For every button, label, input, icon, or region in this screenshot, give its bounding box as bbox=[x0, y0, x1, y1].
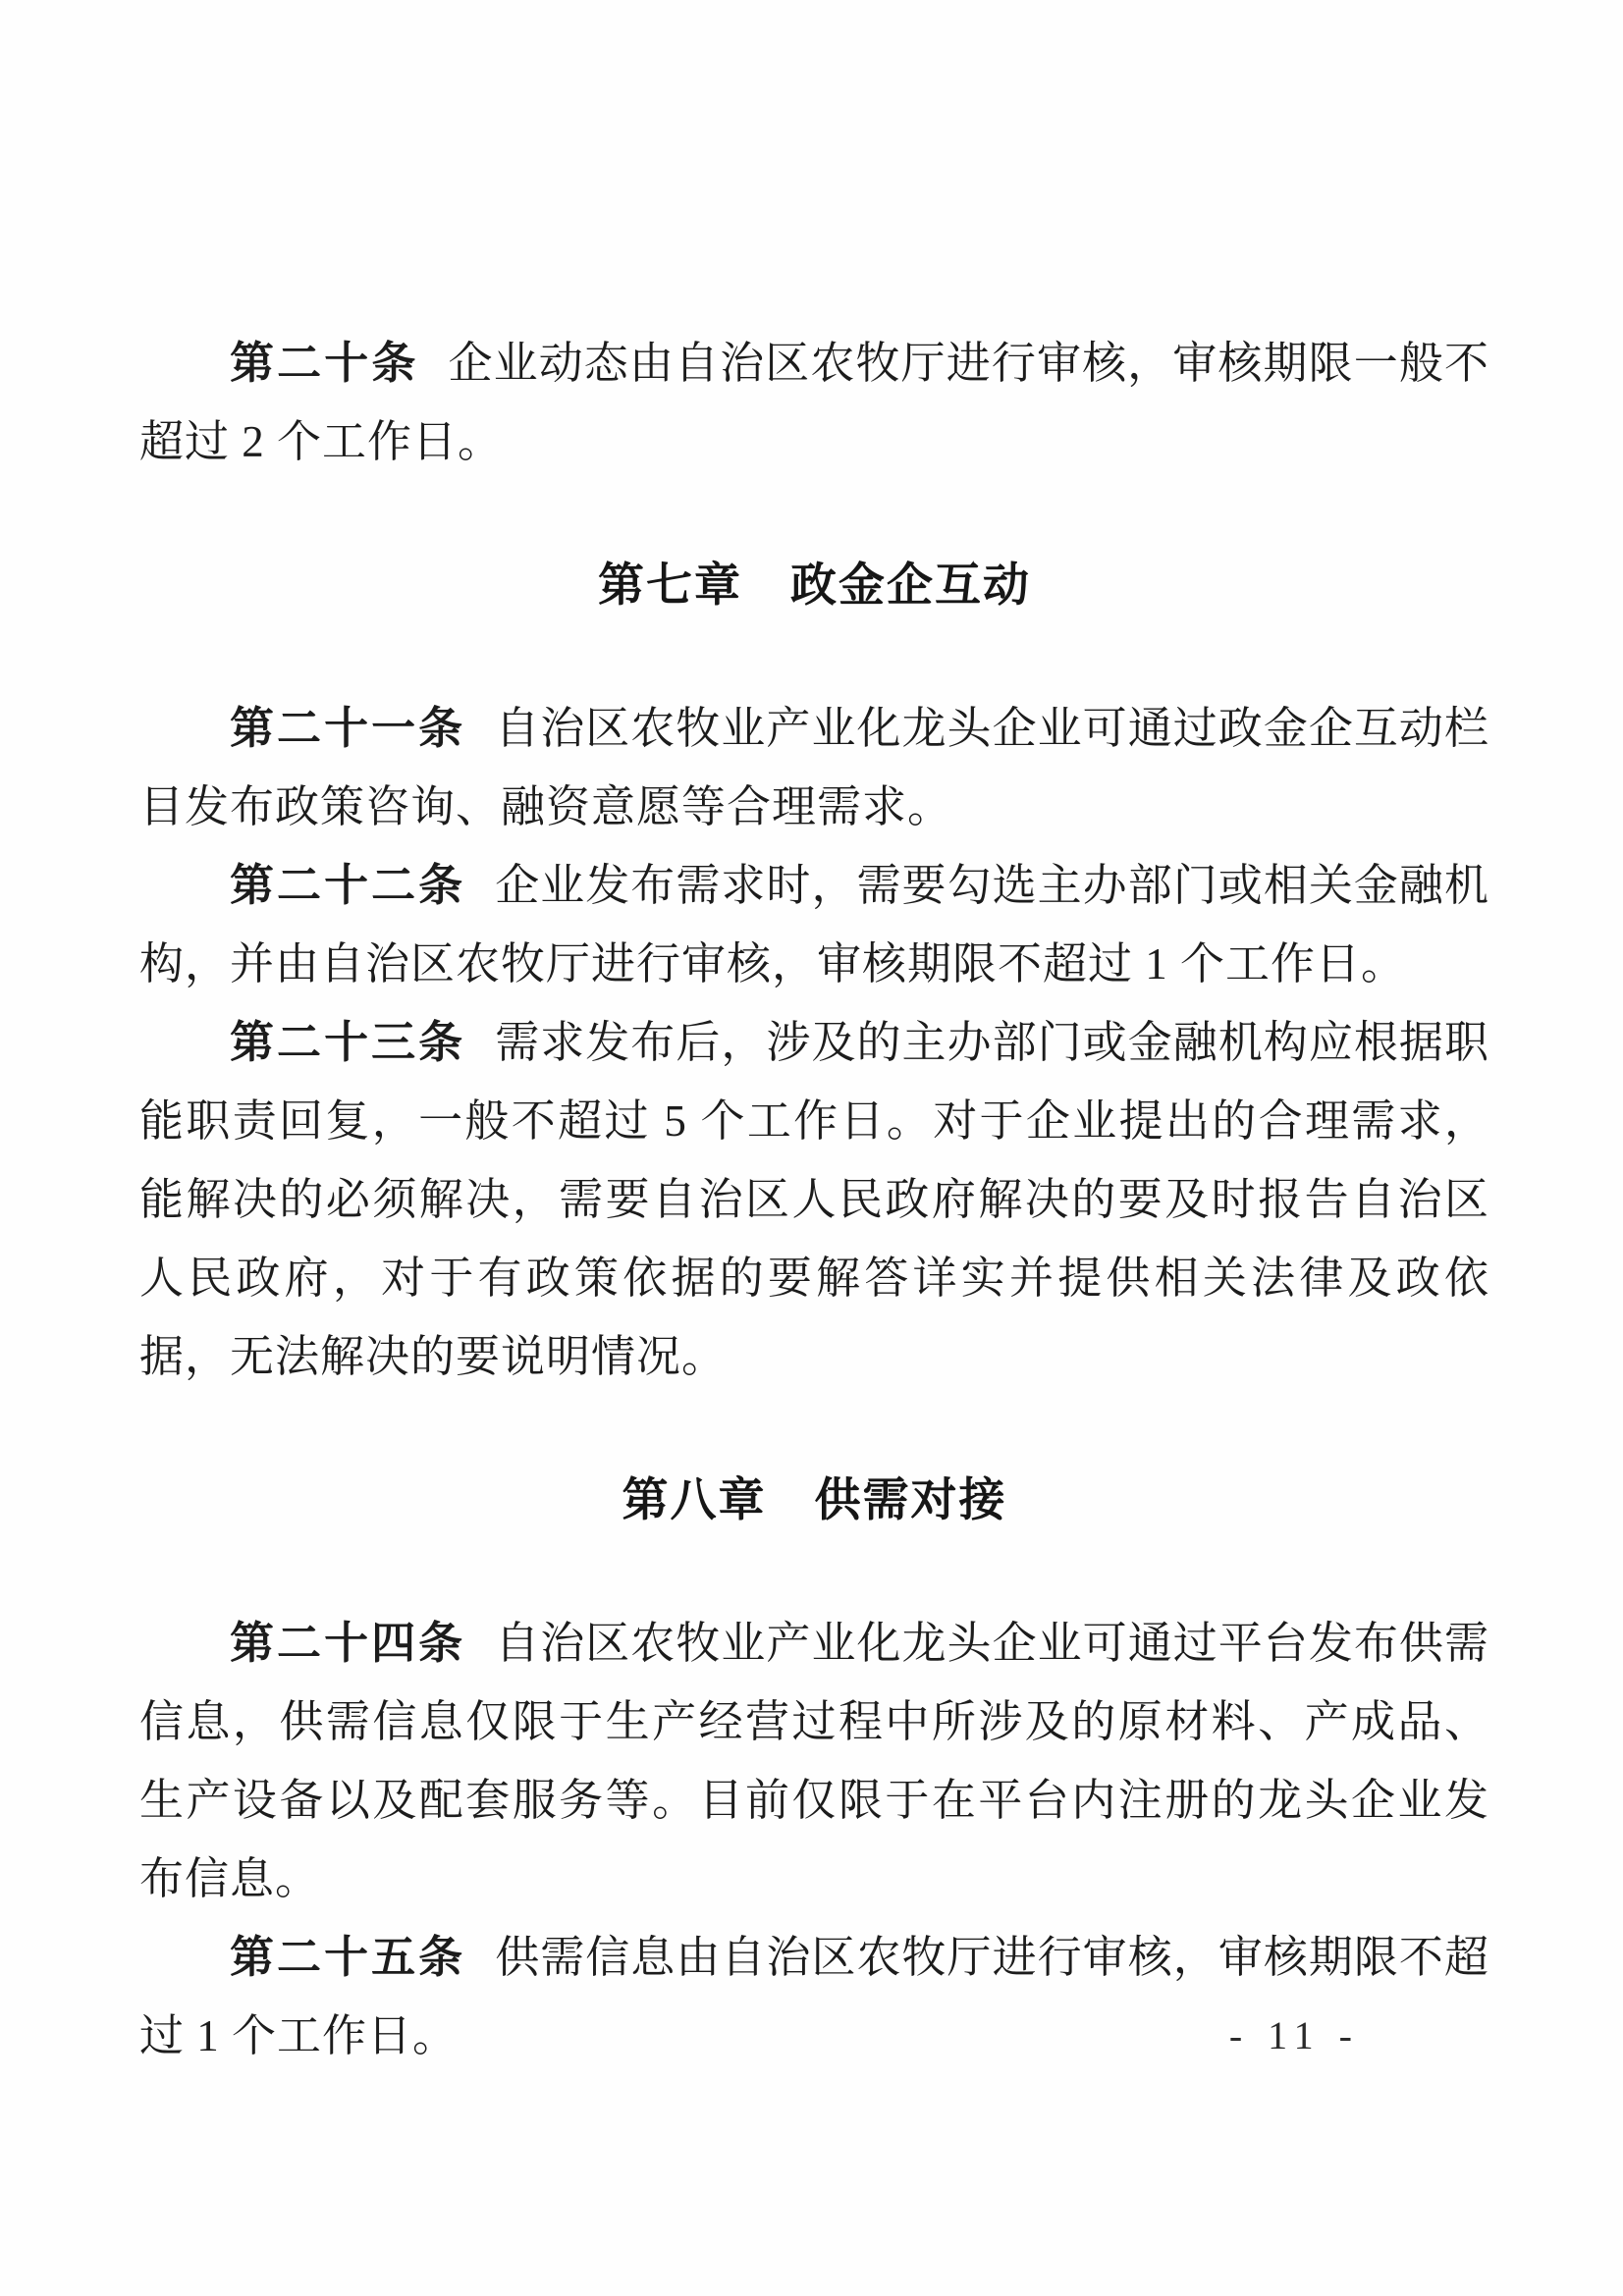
document-body bbox=[139, 324, 1489, 2075]
article-number: 第二十三条 bbox=[230, 1018, 466, 1067]
article-number: 第二十条 bbox=[230, 339, 419, 388]
article-paragraph bbox=[139, 1604, 1489, 1918]
article-text: 供需信息由自治区农牧厅进行审核，审核期限不超过 1 个工作日。 bbox=[139, 1933, 1489, 2060]
article-text: 需求发布后，涉及的主办部门或金融机构应根据职能职责回复，一般不超过 5 个工作日。对于企业提出的合理需求，能解决的必须解决，需要自治区人民政府解决的要及时报告自治区人民政府，对于有政策依据的要解答详实并提供相关法律及政依据，无法解决的要说明情况。 bbox=[139, 1018, 1489, 1381]
article-number: 第二十二条 bbox=[230, 861, 466, 910]
article-paragraph bbox=[139, 846, 1489, 1003]
article-text: 自治区农牧业产业化龙头企业可通过政金企互动栏目发布政策咨询、融资意愿等合理需求。 bbox=[139, 704, 1489, 831]
article-paragraph bbox=[139, 689, 1489, 846]
article-text: 企业动态由自治区农牧厅进行审核，审核期限一般不超过 2 个工作日。 bbox=[139, 339, 1489, 466]
article-text: 企业发布需求时，需要勾选主办部门或相关金融机构，并由自治区农牧厅进行审核，审核期限不超过 1 个工作日。 bbox=[139, 861, 1489, 988]
chapter-heading: 第八章 供需对接 bbox=[622, 1473, 1007, 1525]
page-number: - 11 - bbox=[1228, 2013, 1360, 2057]
article-number: 第二十一条 bbox=[230, 704, 466, 753]
chapter-heading: 第七章 政金企互动 bbox=[598, 559, 1031, 611]
article-text: 自治区农牧业产业化龙头企业可通过平台发布供需信息，供需信息仅限于生产经营过程中所涉及的原材料、产成品、生产设备以及配套服务等。目前仅限于在平台内注册的龙头企业发布信息。 bbox=[139, 1619, 1489, 1903]
article-number: 第二十五条 bbox=[230, 1933, 466, 1982]
article-paragraph bbox=[139, 1003, 1489, 1396]
article-number: 第二十四条 bbox=[230, 1619, 466, 1668]
article-paragraph bbox=[139, 324, 1489, 481]
